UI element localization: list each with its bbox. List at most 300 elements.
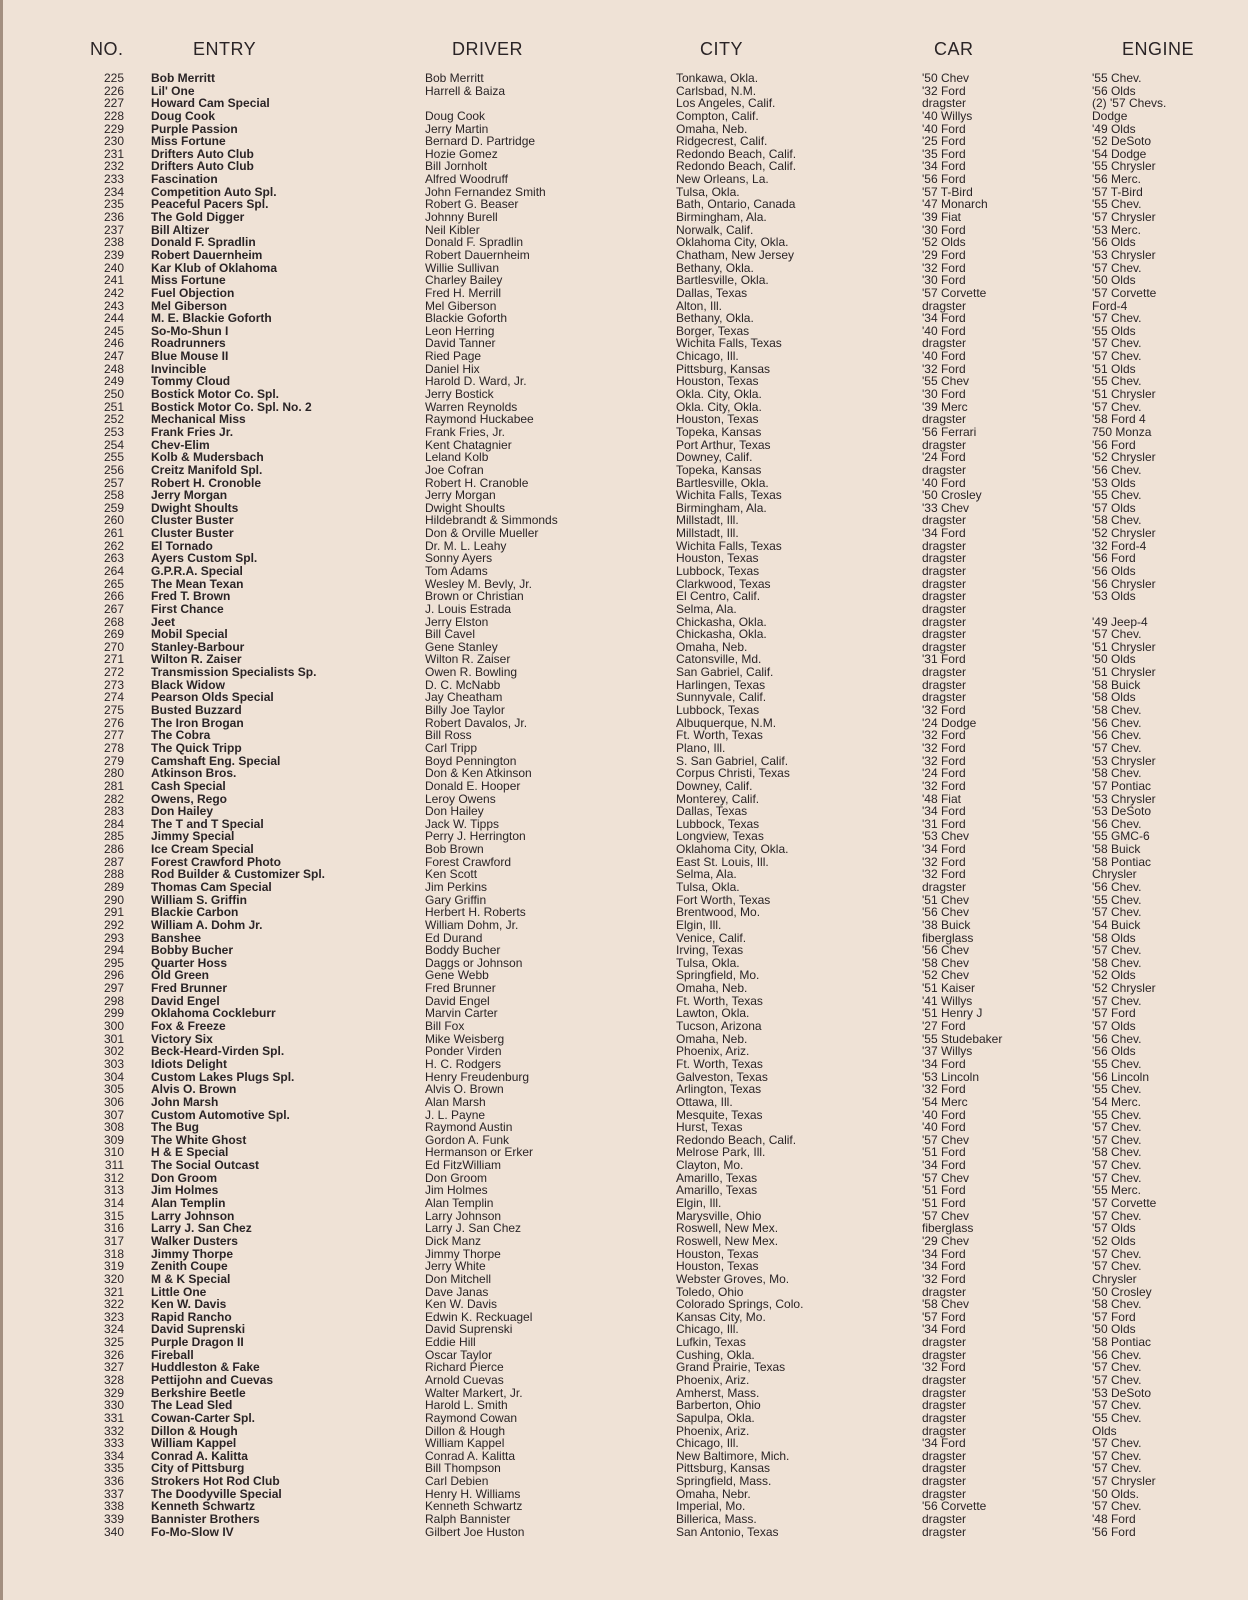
entry-name: William Kappel xyxy=(151,1436,237,1451)
entry-name: Bob Merritt xyxy=(151,71,215,85)
engine-type: '55 Olds xyxy=(1092,323,1136,338)
table-row xyxy=(0,1298,1248,1311)
driver-name: Leland Kolb xyxy=(425,450,489,465)
entry-name: Ayers Custom Spl. xyxy=(151,551,258,566)
entry-name: M & K Special xyxy=(151,1271,231,1286)
entry-name: Banshee xyxy=(151,930,202,945)
city-name: Houston, Texas xyxy=(676,551,759,566)
entry-number: 229 xyxy=(103,121,124,136)
entry-name: The T and T Special xyxy=(151,816,264,831)
driver-name: Jack W. Tipps xyxy=(425,816,500,831)
driver-name: Larry Johnson xyxy=(425,1208,502,1223)
car-model: '41 Willys xyxy=(922,993,973,1008)
table-row xyxy=(0,982,1248,995)
engine-type: '55 Chev. xyxy=(1092,1082,1142,1097)
entry-name: Competition Auto Spl. xyxy=(151,184,277,199)
car-model: dragster xyxy=(922,563,967,578)
car-model: '51 Chev xyxy=(922,892,969,907)
city-name: Phoenix, Ariz. xyxy=(676,1372,750,1387)
entry-number: 227 xyxy=(103,96,124,111)
entry-number: 234 xyxy=(103,184,124,199)
entry-number: 326 xyxy=(103,1347,124,1362)
engine-type: '55 Merc. xyxy=(1092,1183,1141,1198)
table-row xyxy=(0,919,1248,932)
entry-number: 290 xyxy=(103,892,124,907)
entry-name: Strokers Hot Rod Club xyxy=(151,1474,280,1489)
driver-name: Mel Giberson xyxy=(425,298,497,313)
car-model: dragster xyxy=(922,665,967,680)
entry-name: The Quick Tripp xyxy=(151,740,242,755)
entry-number: 306 xyxy=(103,1094,124,1109)
car-model: '40 Willys xyxy=(922,108,973,123)
city-name: Chicago, Ill. xyxy=(676,1436,739,1451)
table-row xyxy=(0,1121,1248,1134)
city-name: Alton, Ill. xyxy=(676,298,723,313)
city-name: Topeka, Kansas xyxy=(676,424,762,439)
car-model: '51 Ford xyxy=(922,1196,966,1211)
entry-name: Wilton R. Zaiser xyxy=(151,652,242,667)
entry-name: Frank Fries Jr. xyxy=(151,424,234,439)
engine-type: '58 Buick xyxy=(1092,677,1141,692)
entry-name: Kolb & Mudersbach xyxy=(151,450,264,465)
entry-name: Bannister Brothers xyxy=(151,1512,260,1527)
driver-name: Billy Joe Taylor xyxy=(425,703,505,718)
entry-number: 225 xyxy=(103,71,124,85)
entry-number: 319 xyxy=(103,1259,124,1274)
entry-name: Drifters Auto Club xyxy=(151,159,254,174)
car-model: '57 Ford xyxy=(922,1309,966,1324)
city-name: Barberton, Ohio xyxy=(676,1398,761,1413)
driver-name: Don Groom xyxy=(425,1170,488,1185)
car-model: '31 Ford xyxy=(922,816,966,831)
driver-name: Henry H. Williams xyxy=(425,1486,521,1501)
entry-name: Don Groom xyxy=(151,1170,217,1185)
entry-number: 255 xyxy=(103,450,124,465)
driver-name: David Engel xyxy=(425,993,490,1008)
driver-name: Larry J. San Chez xyxy=(425,1221,522,1236)
car-model: dragster xyxy=(922,298,967,313)
driver-name: D. C. McNabb xyxy=(425,677,501,692)
city-name: Venice, Calif. xyxy=(676,930,747,945)
city-name: Amarillo, Texas xyxy=(676,1183,758,1198)
city-name: Pittsburg, Kansas xyxy=(676,1461,771,1476)
table-row xyxy=(0,767,1248,780)
entry-name: Miss Fortune xyxy=(151,273,226,288)
entry-name: Ken W. Davis xyxy=(151,1297,227,1312)
engine-type: '58 Olds xyxy=(1092,690,1136,705)
car-model: '33 Chev xyxy=(922,500,969,515)
entry-number: 226 xyxy=(103,83,124,98)
driver-name: Don Hailey xyxy=(425,804,484,819)
driver-name: Jim Holmes xyxy=(425,1183,488,1198)
car-model: '57 T-Bird xyxy=(922,184,973,199)
entry-number: 314 xyxy=(103,1196,124,1211)
entry-name: The Cobra xyxy=(151,728,211,743)
car-model: '51 Henry J xyxy=(922,1006,983,1021)
engine-type: '58 Olds xyxy=(1092,930,1136,945)
entry-number: 310 xyxy=(103,1145,124,1160)
entry-name: Fireball xyxy=(151,1347,194,1362)
entry-number: 270 xyxy=(103,639,124,654)
table-row xyxy=(0,1020,1248,1033)
engine-type: Chrysler xyxy=(1092,867,1137,882)
city-name: Millstadt, Ill. xyxy=(676,513,739,528)
driver-name: Sonny Ayers xyxy=(425,551,493,566)
entry-name: Alvis O. Brown xyxy=(151,1082,237,1097)
entry-name: Old Green xyxy=(151,968,210,983)
city-name: Chickasha, Okla. xyxy=(676,614,767,629)
entry-number: 231 xyxy=(103,146,124,161)
driver-name: Ponder Virden xyxy=(425,1044,502,1059)
entry-number: 272 xyxy=(103,665,124,680)
city-name: Redondo Beach, Calif. xyxy=(676,146,797,161)
entry-name: Purple Passion xyxy=(151,121,238,136)
driver-name: Ed Durand xyxy=(425,930,483,945)
city-name: Clarkwood, Texas xyxy=(676,576,771,591)
car-model: '52 Chev xyxy=(922,968,969,983)
engine-type: '55 Chev. xyxy=(1092,1056,1142,1071)
city-name: Houston, Texas xyxy=(676,374,759,389)
entry-name: The Lead Sled xyxy=(151,1398,233,1413)
city-name: Marysville, Ohio xyxy=(676,1208,762,1223)
city-name: Bath, Ontario, Canada xyxy=(676,197,796,212)
table-row xyxy=(0,388,1248,401)
car-model: '27 Ford xyxy=(922,1019,966,1034)
city-name: Lubbock, Texas xyxy=(676,816,760,831)
driver-name: Mike Weisberg xyxy=(425,1031,505,1046)
engine-type: '53 DeSoto xyxy=(1092,804,1151,819)
car-model: dragster xyxy=(922,1423,967,1438)
entry-name: Dwight Shoults xyxy=(151,500,239,515)
driver-name: Hildebrandt & Simmonds xyxy=(425,513,558,528)
entry-number: 335 xyxy=(103,1461,124,1476)
entry-number: 288 xyxy=(103,867,124,882)
entry-number: 248 xyxy=(103,361,124,376)
driver-name: Raymond Huckabee xyxy=(425,412,534,427)
car-model: '57 Chev xyxy=(922,1170,969,1185)
entry-number: 330 xyxy=(103,1398,124,1413)
car-model: '53 Chev xyxy=(922,829,969,844)
city-name: Birmingham, Ala. xyxy=(676,210,767,225)
car-model: '40 Ford xyxy=(922,323,966,338)
city-name: Chatham, New Jersey xyxy=(676,247,795,262)
driver-name: Dr. M. L. Leahy xyxy=(425,538,507,553)
city-name: Hurst, Texas xyxy=(676,1120,743,1135)
entry-name: Busted Buzzard xyxy=(151,703,242,718)
car-model: dragster xyxy=(922,880,967,894)
entry-number: 328 xyxy=(103,1372,124,1387)
entry-number: 285 xyxy=(103,829,124,844)
entry-number: 262 xyxy=(103,538,124,553)
city-name: Sunnyvale, Calif. xyxy=(676,690,767,705)
engine-type: '56 Chev. xyxy=(1092,728,1142,743)
car-model: '29 Chev xyxy=(922,1233,969,1248)
driver-name: Don & Ken Atkinson xyxy=(425,766,532,781)
entry-number: 246 xyxy=(103,336,124,351)
car-model: '57 Corvette xyxy=(922,285,987,300)
header-driver: DRIVER xyxy=(452,39,524,59)
engine-type: '57 Chev. xyxy=(1092,627,1142,642)
entry-name: The Mean Texan xyxy=(151,576,244,591)
entry-name: First Chance xyxy=(151,601,224,616)
entry-number: 236 xyxy=(103,210,124,225)
entry-number: 322 xyxy=(103,1297,124,1312)
entry-number: 247 xyxy=(103,349,124,364)
engine-type: '53 Chrysler xyxy=(1092,247,1156,262)
driver-name: Jerry White xyxy=(425,1259,486,1274)
entry-number: 245 xyxy=(103,323,124,338)
car-model: '32 Ford xyxy=(922,703,966,718)
entry-number: 252 xyxy=(103,412,124,427)
car-model: dragster xyxy=(922,627,967,642)
entry-number: 237 xyxy=(103,222,124,237)
engine-type: '58 Chev. xyxy=(1092,1297,1142,1312)
engine-type: '56 Chev. xyxy=(1092,880,1142,894)
table-row xyxy=(0,628,1248,641)
entry-name: Bostick Motor Co. Spl. No. 2 xyxy=(151,399,312,414)
table-row xyxy=(0,350,1248,363)
table-row xyxy=(0,1526,1248,1539)
car-model: '51 Ford xyxy=(922,1145,966,1160)
entry-name: Rapid Rancho xyxy=(151,1309,232,1324)
entry-number: 284 xyxy=(103,816,124,831)
engine-type: '57 Olds xyxy=(1092,1221,1136,1236)
city-name: New Orleans, La. xyxy=(676,172,769,187)
entry-name: Blackie Carbon xyxy=(151,905,239,920)
driver-name: David Tanner xyxy=(425,336,496,351)
entry-number: 282 xyxy=(103,791,124,806)
entry-name: Cluster Buster xyxy=(151,526,234,541)
table-row xyxy=(0,843,1248,856)
driver-name: Owen R. Bowling xyxy=(425,665,518,680)
city-name: Billerica, Mass. xyxy=(676,1512,757,1527)
driver-name: Walter Markert, Jr. xyxy=(425,1385,523,1400)
entry-name: Conrad A. Kalitta xyxy=(151,1448,248,1463)
table-row xyxy=(0,742,1248,755)
entry-name: Jeet xyxy=(151,614,176,629)
city-name: Brentwood, Mo. xyxy=(676,905,761,920)
entry-number: 274 xyxy=(103,690,124,705)
driver-name: Gene Webb xyxy=(425,968,489,983)
car-model: fiberglass xyxy=(922,930,974,945)
driver-name: Alan Templin xyxy=(425,1196,494,1211)
car-model: dragster xyxy=(922,551,967,566)
car-model: dragster xyxy=(922,437,967,452)
city-name: Lubbock, Texas xyxy=(676,563,760,578)
entry-number: 292 xyxy=(103,917,124,932)
engine-type: '57 Chev. xyxy=(1092,1158,1142,1173)
engine-type: '57 Chev. xyxy=(1092,905,1142,920)
car-model: '51 Kaiser xyxy=(922,981,975,996)
engine-type: '58 Chev. xyxy=(1092,955,1142,970)
car-model: '30 Ford xyxy=(922,222,966,237)
engine-type: '57 Chev. xyxy=(1092,1448,1142,1463)
city-name: Redondo Beach, Calif. xyxy=(676,1132,797,1147)
driver-name: Henry Freudenburg xyxy=(425,1069,530,1084)
car-model: fiberglass xyxy=(922,1221,974,1236)
car-model: '24 Ford xyxy=(922,766,966,781)
engine-type: '52 DeSoto xyxy=(1092,134,1151,149)
entry-number: 268 xyxy=(103,614,124,629)
entry-name: David Suprenski xyxy=(151,1322,246,1337)
entry-number: 279 xyxy=(103,753,124,768)
entry-number: 324 xyxy=(103,1322,124,1337)
engine-type: '57 Chev. xyxy=(1092,1246,1142,1261)
engine-type: '56 Ford xyxy=(1092,551,1136,566)
car-model: '24 Ford xyxy=(922,450,966,465)
driver-name: Alvis O. Brown xyxy=(425,1082,504,1097)
entry-number: 320 xyxy=(103,1271,124,1286)
driver-name: Kent Chatagnier xyxy=(425,437,512,452)
car-model: '55 Chev xyxy=(922,374,969,389)
entry-name: Forest Crawford Photo xyxy=(151,854,282,869)
engine-type: '56 Chev. xyxy=(1092,715,1142,730)
city-name: Port Arthur, Texas xyxy=(676,437,771,452)
driver-name: Dick Manz xyxy=(425,1233,482,1248)
city-name: Dallas, Texas xyxy=(676,804,748,819)
driver-name: Don & Orville Mueller xyxy=(425,526,539,541)
entry-name: Chev-Elim xyxy=(151,437,210,452)
entry-name: Mel Giberson xyxy=(151,298,228,313)
city-name: Oklahoma City, Okla. xyxy=(676,235,789,250)
car-model: dragster xyxy=(922,614,967,629)
city-name: Topeka, Kansas xyxy=(676,462,762,477)
entry-number: 316 xyxy=(103,1221,124,1236)
driver-name: Dwight Shoults xyxy=(425,500,506,515)
table-row xyxy=(0,1096,1248,1109)
car-model: '32 Ford xyxy=(922,867,966,882)
entry-name: City of Pittsburg xyxy=(151,1461,245,1476)
header-no: NO. xyxy=(90,39,124,59)
city-name: Springfield, Mo. xyxy=(676,968,760,983)
car-model: '32 Ford xyxy=(922,1360,966,1375)
driver-name: Don Mitchell xyxy=(425,1271,492,1286)
car-model: '56 Ferrari xyxy=(922,424,977,439)
entry-name: Miss Fortune xyxy=(151,134,226,149)
driver-name: Wesley M. Bevly, Jr. xyxy=(425,576,532,591)
entry-name: Lil' One xyxy=(151,83,195,98)
engine-type: '58 Chev. xyxy=(1092,766,1142,781)
entry-name: Cluster Buster xyxy=(151,513,234,528)
entry-name: Tommy Cloud xyxy=(151,374,231,389)
entry-name: Fox & Freeze xyxy=(151,1019,226,1034)
engine-type: '56 Chev. xyxy=(1092,462,1142,477)
city-name: Omaha, Neb. xyxy=(676,981,748,996)
entry-number: 269 xyxy=(103,627,124,642)
entry-number: 301 xyxy=(103,1031,124,1046)
driver-name: Leon Herring xyxy=(425,323,495,338)
city-name: Wichita Falls, Texas xyxy=(676,538,782,553)
table-row xyxy=(0,527,1248,540)
table-row xyxy=(0,1475,1248,1488)
entry-number: 230 xyxy=(103,134,124,149)
driver-name: Jay Cheatham xyxy=(425,690,503,705)
driver-name: William Kappel xyxy=(425,1436,505,1451)
driver-name: Hermanson or Erker xyxy=(425,1145,534,1160)
car-model: '34 Ford xyxy=(922,804,966,819)
entry-name: Doug Cook xyxy=(151,108,215,123)
car-model: dragster xyxy=(922,1347,967,1362)
entry-number: 271 xyxy=(103,652,124,667)
car-model: '32 Ford xyxy=(922,83,966,98)
engine-type: '51 Chrysler xyxy=(1092,639,1156,654)
city-name: S. San Gabriel, Calif. xyxy=(676,753,789,768)
car-model: '37 Willys xyxy=(922,1044,973,1059)
car-model: dragster xyxy=(922,639,967,654)
city-name: El Centro, Calif. xyxy=(676,589,761,604)
entry-name: Stanley-Barbour xyxy=(151,639,245,654)
engine-type: '57 Chev. xyxy=(1092,399,1142,414)
entry-name: Purple Dragon II xyxy=(151,1335,244,1350)
entry-number: 298 xyxy=(103,993,124,1008)
engine-type: '57 Chev. xyxy=(1092,1208,1142,1223)
car-model: '40 Ford xyxy=(922,349,966,364)
city-name: Springfield, Mass. xyxy=(676,1474,772,1489)
entry-name: Jimmy Thorpe xyxy=(151,1246,234,1261)
entry-number: 233 xyxy=(103,172,124,187)
entry-name: The Gold Digger xyxy=(151,210,245,225)
entry-number: 266 xyxy=(103,589,124,604)
engine-type: Chrysler xyxy=(1092,1271,1137,1286)
driver-name: Bernard D. Partridge xyxy=(425,134,536,149)
driver-name: Ken Scott xyxy=(425,867,478,882)
entry-number: 332 xyxy=(103,1423,124,1438)
city-name: Longview, Texas xyxy=(676,829,764,844)
city-name: Plano, Ill. xyxy=(676,740,726,755)
entry-name: Little One xyxy=(151,1284,207,1299)
city-name: Ft. Worth, Texas xyxy=(676,993,763,1008)
city-name: Houston, Texas xyxy=(676,1259,759,1274)
engine-type: '52 Chrysler xyxy=(1092,526,1156,541)
car-model: '40 Ford xyxy=(922,1107,966,1122)
car-model: dragster xyxy=(922,589,967,604)
entry-number: 257 xyxy=(103,475,124,490)
car-model: dragster xyxy=(922,1410,967,1425)
driver-name: John Fernandez Smith xyxy=(425,184,546,199)
engine-type: '56 Olds xyxy=(1092,235,1136,250)
entry-number: 300 xyxy=(103,1019,124,1034)
engine-type: '54 Buick xyxy=(1092,917,1141,932)
entry-number: 303 xyxy=(103,1056,124,1071)
engine-type: '56 Olds xyxy=(1092,563,1136,578)
entry-number: 280 xyxy=(103,766,124,781)
table-row xyxy=(0,489,1248,502)
city-name: Dallas, Texas xyxy=(676,285,748,300)
entry-name: Blue Mouse II xyxy=(151,349,229,364)
entry-number: 275 xyxy=(103,703,124,718)
engine-type: '57 Olds xyxy=(1092,500,1136,515)
car-model: '40 Ford xyxy=(922,121,966,136)
entry-name: Camshaft Eng. Special xyxy=(151,753,281,768)
city-name: Kansas City, Mo. xyxy=(676,1309,766,1324)
car-model: '38 Buick xyxy=(922,917,971,932)
driver-name: H. C. Rodgers xyxy=(425,1056,502,1071)
car-model: '40 Ford xyxy=(922,1120,966,1135)
entry-number: 294 xyxy=(103,943,124,958)
table-row xyxy=(0,1083,1248,1096)
driver-name: Joe Cofran xyxy=(425,462,484,477)
engine-type: '55 GMC-6 xyxy=(1092,829,1150,844)
table-row xyxy=(0,249,1248,262)
driver-name: Edwin K. Reckuagel xyxy=(425,1309,533,1324)
car-model: dragster xyxy=(922,576,967,591)
engine-type: '56 Olds xyxy=(1092,83,1136,98)
driver-name: Bob Brown xyxy=(425,842,484,857)
driver-name: Fred Brunner xyxy=(425,981,496,996)
entry-number: 258 xyxy=(103,488,124,503)
car-model: '56 Chev xyxy=(922,943,969,958)
entry-number: 336 xyxy=(103,1474,124,1489)
